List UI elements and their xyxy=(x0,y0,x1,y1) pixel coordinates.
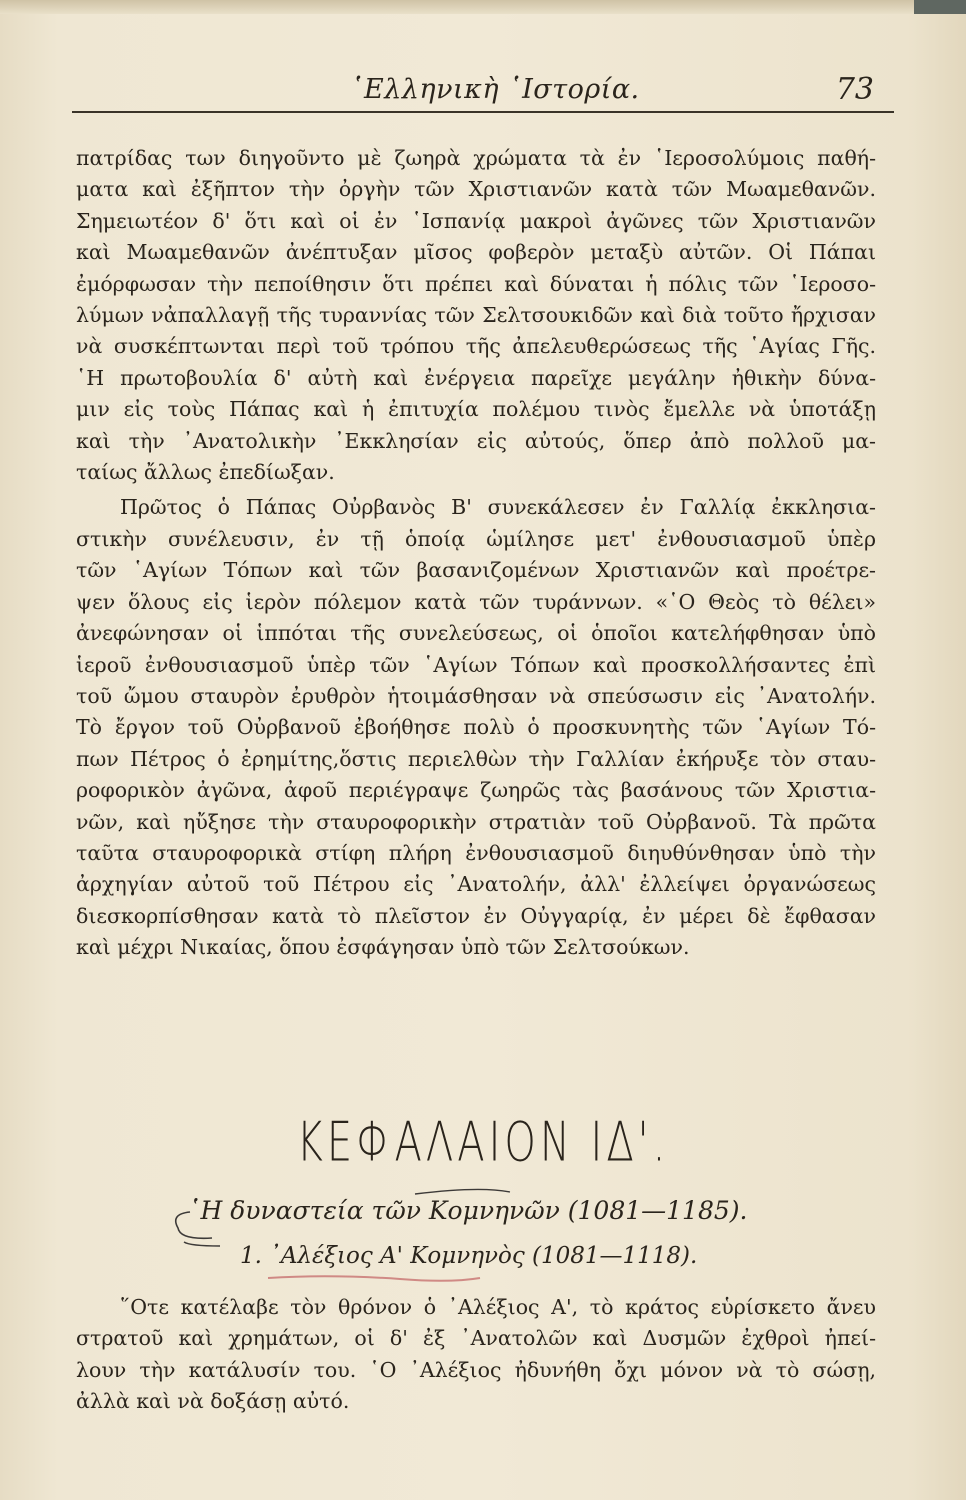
text-line: ἀρχηγίαν αὐτοῦ τοῦ Πέτρου εἰς ᾿Ανατολήν, ἀλλ' ἐλλείψει ὀργανώσεως xyxy=(76,872,876,897)
text-line: ταίως ἄλλως ἐπεδίωξαν. xyxy=(76,460,335,485)
running-title: ῾Ελληνικὴ ῾Ιστορία. xyxy=(350,74,640,105)
text-line: ψεν ὅλους εἰς ἱερὸν πόλεμον κατὰ τῶν τυράννων. «῾Ο Θεὸς τὸ θέλει» xyxy=(76,589,876,614)
pencil-marks xyxy=(150,1168,670,1288)
text-line: πατρίδας των διηγοῦντο μὲ ζωηρὰ χρώματα τὰ ἐν ῾Ιεροσολύμοις παθή- xyxy=(76,146,876,170)
text-line: καὶ μέχρι Νικαίας, ὅπου ἐσφάγησαν ὑπὸ τῶν Σελτσούκων. xyxy=(76,935,690,960)
text-line: λύμων νἀπαλλαγῇ τῆς τυραννίας τῶν Σελτσουκιδῶν καὶ διὰ τοῦτο ἤρχισαν xyxy=(76,303,876,328)
section-title: 1. ᾿Αλέξιος Α' Κομνηνὸς (1081—1118). xyxy=(240,1243,698,1269)
paragraph-1 xyxy=(76,143,876,488)
text-line: τοῦ ὤμου σταυρὸν ἐρυθρὸν ἡτοιμάσθησαν νὰ σπεύσωσιν εἰς ᾿Ανατολήν. xyxy=(76,683,876,708)
text-line: ἀνεφώνησαν οἱ ἱππόται τῆς συνελεύσεως, οἱ ὁποῖοι κατελήφθησαν ὑπὸ xyxy=(76,621,876,646)
header-rule xyxy=(72,111,894,113)
text-line: νῶν, καὶ ηὔξησε τὴν σταυροφορικὴν στρατιὰν τοῦ Οὐρβανοῦ. Τὰ πρῶτα xyxy=(76,809,876,834)
text-line: τῶν ῾Αγίων Τόπων καὶ τῶν βασανιζομένων Χριστιανῶν καὶ προέτρε- xyxy=(76,558,876,583)
page-number: 73 xyxy=(835,72,874,107)
body-text xyxy=(76,143,876,964)
text-line: ἀλλὰ καὶ νὰ δοξάσῃ αὐτό. xyxy=(76,1389,350,1414)
text-line: Τὸ ἔργον τοῦ Οὐρβανοῦ ἐβοήθησε πολὺ ὁ προσκυνητὴς τῶν ῾Αγίων Τό- xyxy=(76,715,876,740)
text-line: διεσκορπίσθησαν κατὰ τὸ πλεῖστον ἐν Οὐγγαρίᾳ, ἐν μέρει δὲ ἔφθασαν xyxy=(76,903,876,928)
corner-tab xyxy=(914,0,966,14)
paragraph-3 xyxy=(76,1292,876,1418)
pencil-arc xyxy=(415,1189,510,1194)
red-underline xyxy=(268,1276,480,1281)
paragraph-2 xyxy=(76,492,876,963)
pencil-stroke xyxy=(184,1242,220,1246)
text-line: καὶ Μωαμεθανῶν ἀνέπτυξαν μῖσος φοβερὸν μεταξὺ αὐτῶν. Οἱ Πάπαι xyxy=(76,240,876,265)
text-line: Πρῶτος ὁ Πάπας Οὐρβανὸς Β' συνεκάλεσεν ἐν Γαλλίᾳ ἐκκλησια- xyxy=(120,495,876,520)
text-line: ῞Οτε κατέλαβε τὸν θρόνον ὁ ᾿Αλέξιος Α', τὸ κράτος εὑρίσκετο ἄνευ xyxy=(120,1295,876,1319)
text-line: μιν εἰς τοὺς Πάπας καὶ ἡ ἐπιτυχία πολέμου τινὸς ἔμελλε νὰ ὑποτάξῃ xyxy=(76,397,876,422)
text-line: ἐμόρφωσαν τὴν πεποίθησιν ὅτι πρέπει καὶ δύναται ἡ πόλις τῶν ῾Ιεροσο- xyxy=(76,271,876,296)
text-line: ἱεροῦ ἐνθουσιασμοῦ ὑπὲρ τῶν ῾Αγίων Τόπων καὶ προσκολλήσαντες ἐπὶ xyxy=(76,652,876,677)
chapter-title: ῾Η δυναστεία τῶν Κομνηνῶν (1081—1185). xyxy=(188,1196,748,1225)
text-line: Σημειωτέον δ' ὅτι καὶ οἱ ἐν ῾Ισπανίᾳ μακροὶ ἀγῶνες τῶν Χριστιανῶν xyxy=(76,208,876,233)
text-line: ῾Η πρωτοβουλία δ' αὐτὴ καὶ ἐνέργεια παρεῖχε μεγάλην ἠθικὴν δύνα- xyxy=(76,365,876,390)
text-line: λουν τὴν κατάλυσίν του. ῾Ο ᾿Αλέξιος ἠδυνήθη ὄχι μόνον νὰ τὸ σώσῃ, xyxy=(76,1357,876,1382)
text-line: πων Πέτρος ὁ ἐρημίτης,ὅστις περιελθὼν τὴν Γαλλίαν ἐκήρυξε τὸν σταυ- xyxy=(76,746,876,771)
text-line: στικὴν συνέλευσιν, ἐν τῇ ὁποίᾳ ὡμίλησε μετ' ἐνθουσιασμοῦ ὑπὲρ xyxy=(76,526,876,551)
text-line: ροφορικὸν ἀγῶνα, ἀφοῦ περιέγραψε ζωηρῶς τὰς βασάνους τῶν Χριστια- xyxy=(76,778,876,803)
page-top-edge xyxy=(0,0,966,14)
text-line: ταῦτα σταυροφορικὰ στίφη πλήρη ἐνθουσιασμοῦ διηυθύνθησαν ὑπὸ τὴν xyxy=(76,840,876,865)
text-line: ματα καὶ ἐξῆπτον τὴν ὀργὴν τῶν Χριστιανῶν κατὰ τῶν Μωαμεθανῶν. xyxy=(76,177,876,202)
text-line: καὶ τὴν ᾿Ανατολικὴν ᾿Εκκλησίαν εἰς αὐτούς, ὅπερ ἀπὸ πολλοῦ μα- xyxy=(76,428,876,453)
running-head xyxy=(0,74,966,114)
chapter-heading: ΚΕΦΑΛΑΙΟΝ ΙΔ'. xyxy=(296,1112,670,1175)
text-line: στρατοῦ καὶ χρημάτων, οἱ δ' ἐξ ᾿Ανατολῶν καὶ Δυσμῶν ἐχθροὶ ἠπεί- xyxy=(76,1326,876,1351)
text-line: νὰ συσκέπτωνται περὶ τοῦ τρόπου τῆς ἀπελευθερώσεως τῆς ῾Αγίας Γῆς. xyxy=(76,334,876,359)
